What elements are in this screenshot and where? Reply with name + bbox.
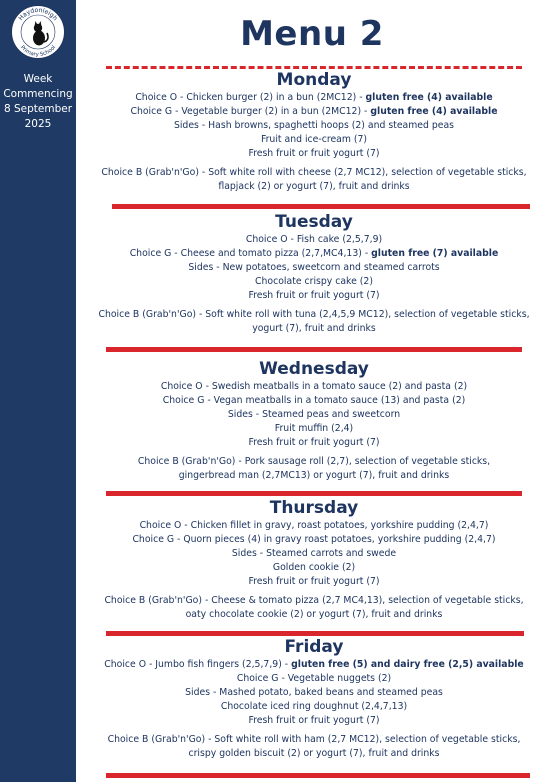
day-heading: Wednesday	[259, 359, 369, 379]
grab-and-go: Choice B (Grab'n'Go) - Soft white roll with cheese (2,7 MC12), selection of vegetable sticks, flapjack (2) or yogurt (7), fruit and drinks	[101, 167, 527, 192]
menu-line: Fresh fruit or fruit yogurt (7)	[248, 437, 380, 448]
week-commencing	[0, 72, 76, 132]
logo-school-name: Haydonleigh	[17, 6, 59, 23]
school-logo	[10, 4, 66, 60]
menu-line: Choice G - Vegetable burger (2) in a bun (2MC12) - gluten free (4) available	[130, 106, 498, 117]
menu-line: Sides - Steamed carrots and swede	[231, 548, 397, 559]
menu-line: Sides - Mashed potato, baked beans and steamed peas	[185, 687, 443, 698]
day-heading: Friday	[284, 637, 344, 657]
day-divider	[106, 347, 522, 352]
day-heading: Monday	[276, 70, 352, 90]
menu-line: Choice O - Chicken fillet in gravy, roast potatoes, yorkshire pudding (2,4,7)	[139, 520, 489, 531]
day-tuesday	[88, 211, 540, 335]
day-thursday	[88, 497, 540, 621]
menu-line: Chocolate crispy cake (2)	[255, 276, 373, 287]
menu-line: Fresh fruit or fruit yogurt (7)	[248, 148, 380, 159]
day-monday	[88, 69, 540, 193]
menu-line: Choice G - Cheese and tomato pizza (2,7,MC4,13) - gluten free (7) available	[129, 248, 499, 259]
menu-line: Choice G - Quorn pieces (4) in gravy roast potatoes, yorkshire pudding (2,4,7)	[132, 534, 496, 545]
week-label: Week	[23, 73, 53, 85]
day-friday	[88, 636, 540, 760]
day-wednesday	[88, 358, 540, 482]
menu-line: Choice O - Swedish meatballs in a tomato sauce (2) and pasta (2)	[160, 381, 468, 392]
week-date: 8 September	[3, 103, 73, 115]
day-divider	[106, 773, 530, 778]
menu-line: Fruit and ice-cream (7)	[260, 134, 368, 145]
menu-line: Fresh fruit or fruit yogurt (7)	[248, 576, 380, 587]
menu-line: Sides - New potatoes, sweetcorn and steamed carrots	[188, 262, 440, 273]
menu-line: Chocolate iced ring doughnut (2,4,7,13)	[220, 701, 408, 712]
week-year: 2025	[24, 118, 52, 130]
menu-line: Choice O - Fish cake (2,5,7,9)	[245, 234, 383, 245]
menu-line: Fruit muffin (2,4)	[274, 423, 354, 434]
page-title: Menu 2	[240, 14, 384, 54]
day-heading: Thursday	[269, 498, 359, 518]
menu-line: Fresh fruit or fruit yogurt (7)	[248, 715, 380, 726]
menu-line: Golden cookie (2)	[272, 562, 356, 573]
menu-line: Sides - Steamed peas and sweetcorn	[227, 409, 401, 420]
day-heading: Tuesday	[275, 212, 353, 232]
grab-and-go: Choice B (Grab'n'Go) - Cheese & tomato pizza (2,7 MC4,13), selection of vegetable sticks, oaty chocolate cookie (2) or yogurt (7), fruit and drinks	[104, 595, 524, 620]
menu-line: Sides - Hash browns, spaghetti hoops (2) and steamed peas	[173, 120, 455, 131]
day-divider	[106, 491, 522, 496]
day-divider	[112, 204, 530, 209]
menu-line: Choice O - Jumbo fish fingers (2,5,7,9) - gluten free (5) and dairy free (2,5) available	[104, 659, 524, 670]
grab-and-go: Choice B (Grab'n'Go) - Pork sausage roll (2,7), selection of vegetable sticks, gingerbread man (2,7MC13) or yogurt (7), fruit and drinks	[137, 456, 491, 481]
menu-line: Choice G - Vegetable nuggets (2)	[236, 673, 392, 684]
grab-and-go: Choice B (Grab'n'Go) - Soft white roll with ham (2,7 MC12), selection of vegetable sticks, crispy golden biscuit (2) or yogurt (7), fruit and drinks	[107, 734, 521, 759]
grab-and-go: Choice B (Grab'n'Go) - Soft white roll with tuna (2,4,5,9 MC12), selection of vegetable sticks, yogurt (7), fruit and drinks	[98, 309, 530, 334]
menu-line: Choice G - Vegan meatballs in a tomato sauce (13) and pasta (2)	[162, 395, 466, 406]
sidebar	[0, 0, 76, 782]
menu-line: Fresh fruit or fruit yogurt (7)	[248, 290, 380, 301]
logo-school-type: Primary School	[18, 44, 58, 59]
menu-line: Choice O - Chicken burger (2) in a bun (2MC12) - gluten free (4) available	[135, 92, 493, 103]
commencing-label: Commencing	[3, 88, 73, 100]
